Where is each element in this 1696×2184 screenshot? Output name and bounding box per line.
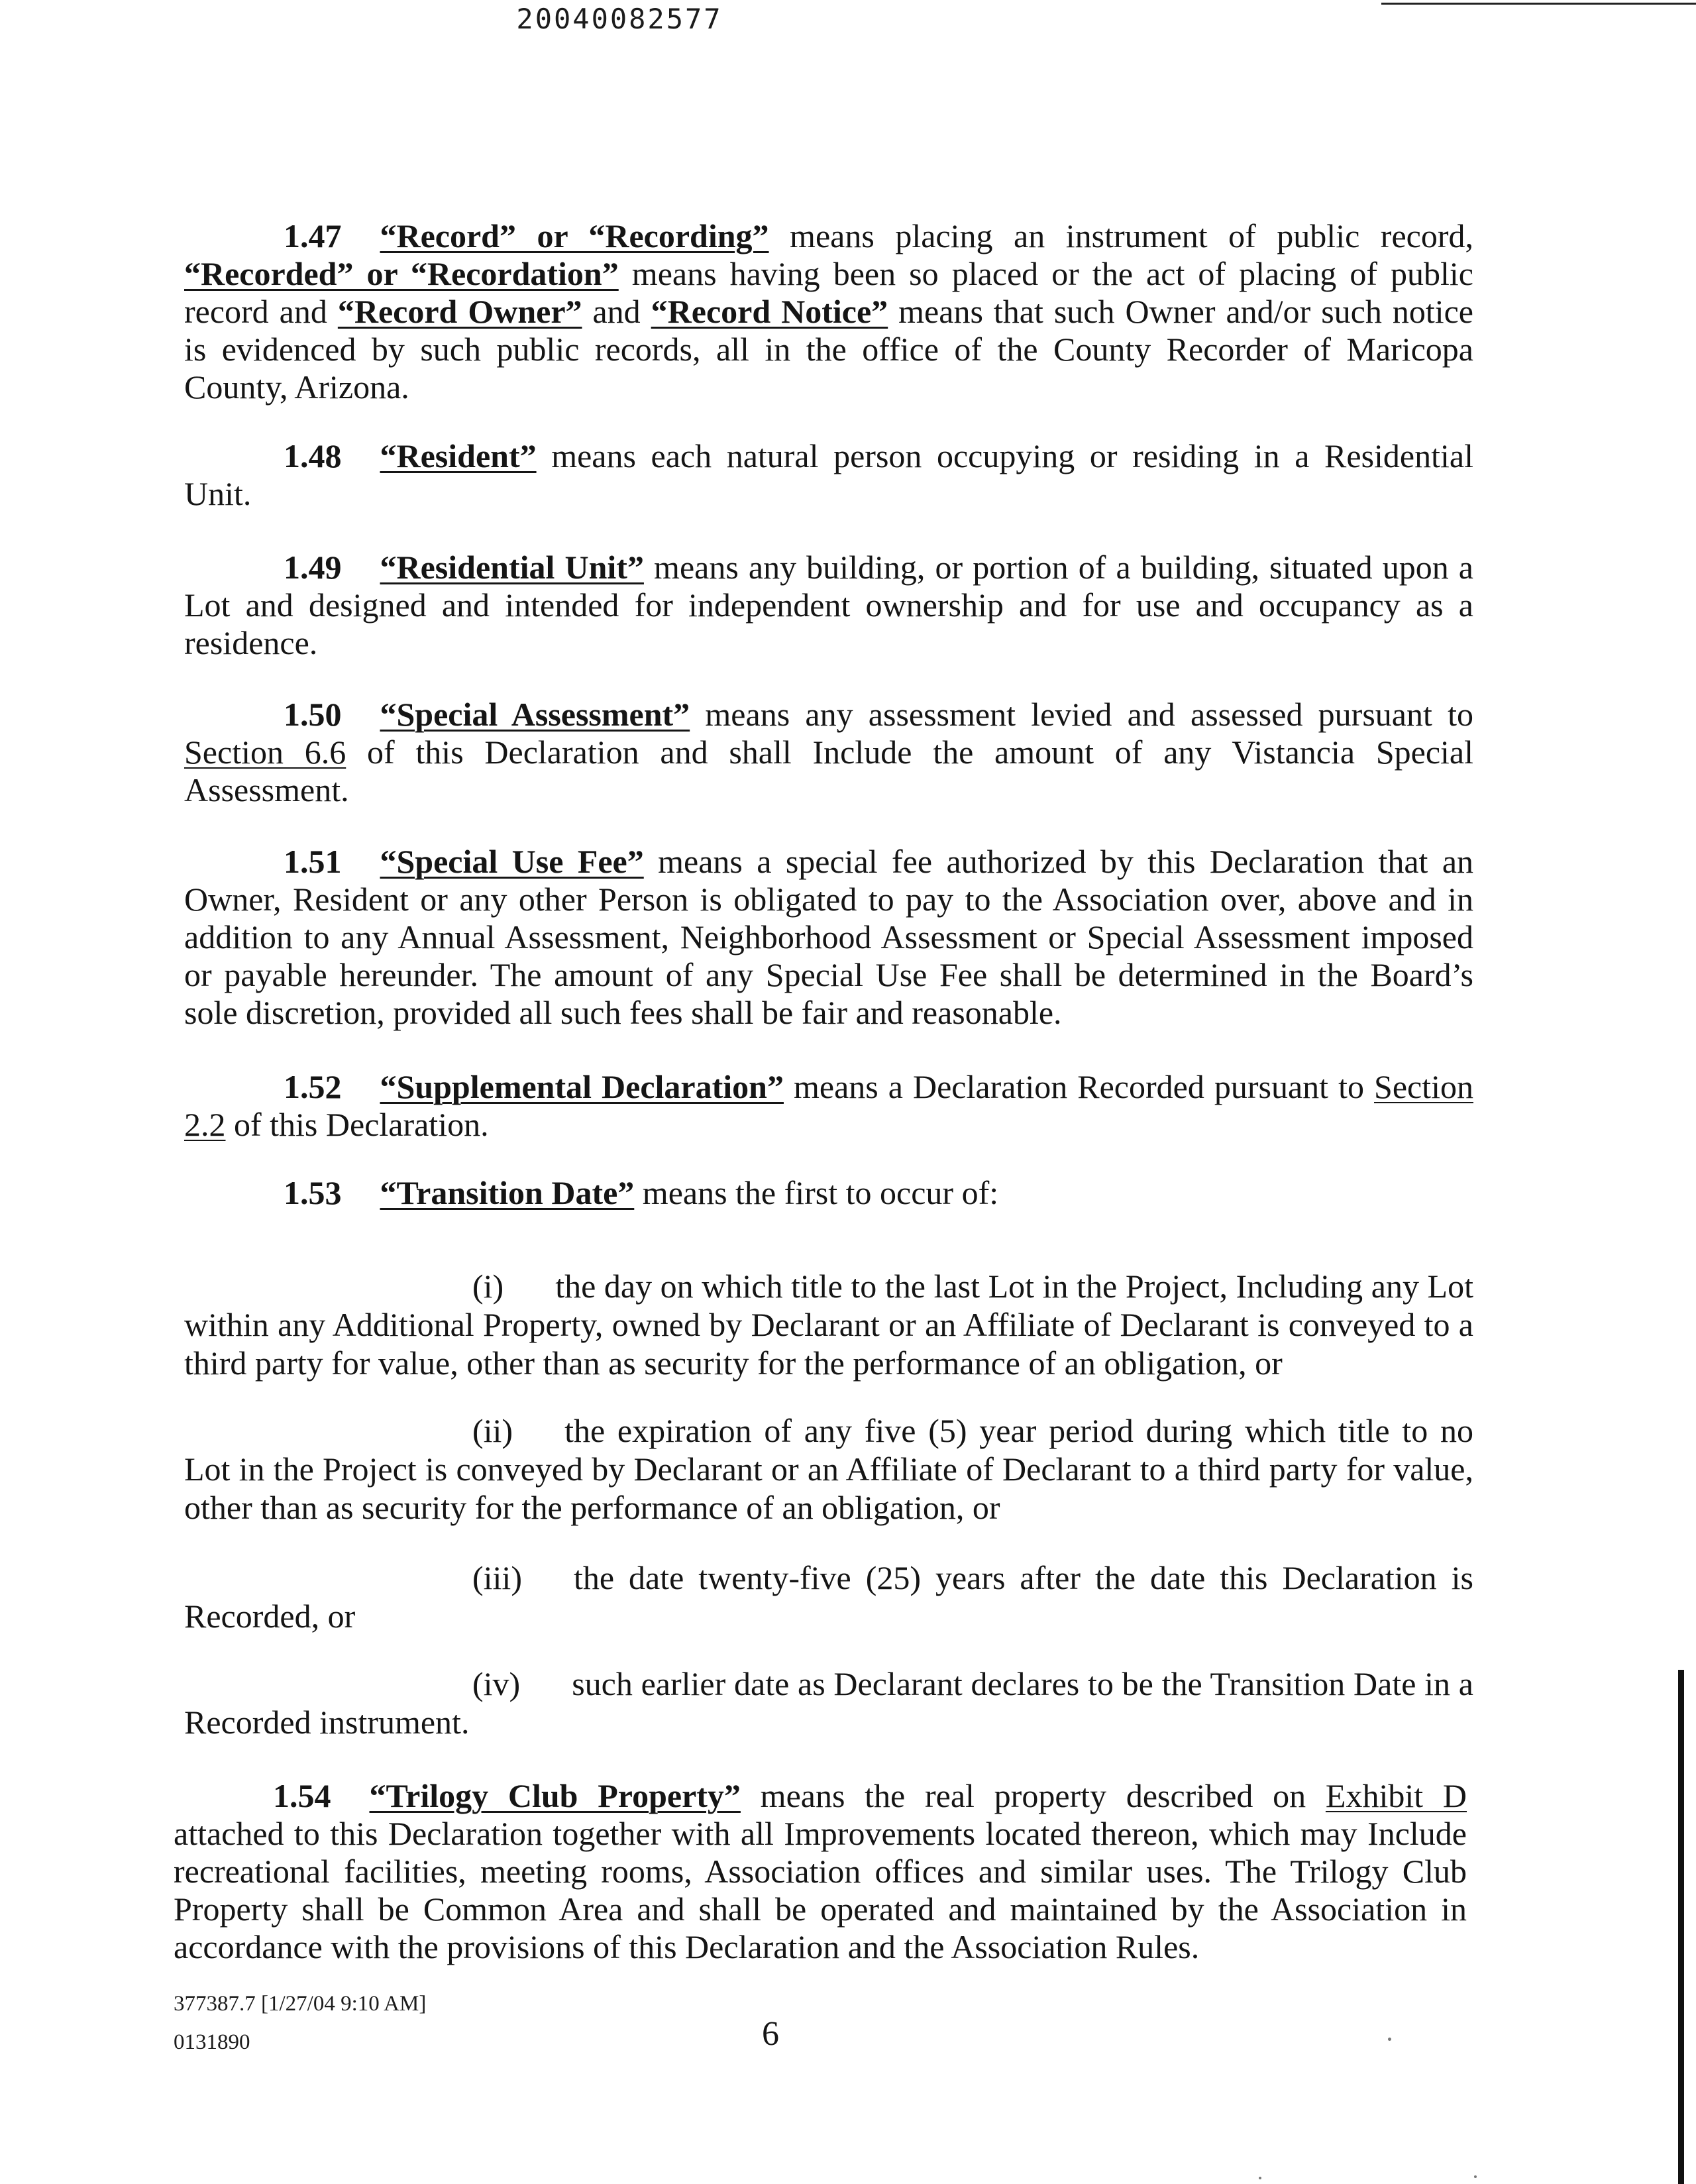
section-number: 1.50 [284, 696, 342, 733]
section-reference: Section 6.6 [184, 734, 346, 771]
section-1-52: 1.52 “Supplemental Declaration” means a Declaration Recorded pursuant to Section 2.2 of this Declaration. [184, 1068, 1473, 1143]
defined-term-transition-date: “Transition Date” [380, 1174, 635, 1211]
defined-term-special-assessment: “Special Assessment” [380, 696, 690, 733]
defined-term-record: “Record” or “Recording” [380, 217, 769, 254]
defined-term-residential-unit: “Residential Unit” [380, 549, 644, 586]
section-1-48: 1.48 “Resident” means each natural person occupying or residing in a Residential Unit. [184, 437, 1473, 512]
section-number: 1.51 [284, 843, 342, 880]
defined-term-supplemental-declaration: “Supplemental Declaration” [380, 1068, 784, 1105]
scan-speck [1388, 2038, 1391, 2041]
client-number: 0131890 [174, 2030, 250, 2054]
scan-edge-line [1381, 3, 1696, 5]
section-number: 1.52 [284, 1068, 342, 1105]
section-number: 1.48 [284, 437, 342, 474]
section-number: 1.54 [273, 1777, 331, 1814]
section-1-53: 1.53 “Transition Date” means the first to occur of: [284, 1174, 999, 1211]
defined-term-trilogy-club-property: “Trilogy Club Property” [369, 1777, 741, 1814]
defined-term-record-owner: “Record Owner” [337, 293, 582, 330]
item-label: (iv) [472, 1665, 521, 1702]
section-reference: Section 2.2 [184, 1068, 1473, 1143]
doc-ref: 377387.7 [1/27/04 9:10 AM] [174, 1992, 427, 2016]
page-number: 6 [762, 2015, 779, 2053]
footer-ids [174, 1985, 426, 2061]
item-label: (iii) [472, 1559, 522, 1596]
defined-term-record-notice: “Record Notice” [651, 293, 888, 330]
transition-item-ii: (ii) the expiration of any five (5) year period during which title to no Lot in the Project is conveyed by Declarant or an Affiliate of Declarant to a third party for value, other than as security for the performance of an obligation, or [184, 1412, 1473, 1526]
document-number: 20040082577 [516, 3, 723, 35]
section-1-47: 1.47 “Record” or “Recording” means placing an instrument of public record, “Recorded” or “Recordation” means having been so placed or the act of placing of public record and “Record Owner” and “Record Notice” means that such Owner and/or such notice is evidenced by such public records, all in the office of the County Recorder of Maricopa County, Arizona. [184, 217, 1474, 406]
scan-edge-bar [1678, 1670, 1684, 2184]
section-number: 1.49 [284, 549, 342, 586]
section-1-54: 1.54 “Trilogy Club Property” means the real property described on Exhibit D attached to this Declaration together with all Improvements located thereon, which may Include recreational facilities, meeting rooms, Association offices and similar uses. The Trilogy Club Property shall be Common Area and shall be operated and maintained by the Association in accordance with the provisions of this Declaration and the Association Rules. [174, 1777, 1467, 1965]
transition-item-iii: (iii) the date twenty-five (25) years after the date this Declaration is Recorded, or [184, 1559, 1473, 1635]
scan-speck [1259, 2177, 1261, 2179]
defined-term-recorded: “Recorded” or “Recordation” [184, 255, 619, 292]
transition-item-iv: (iv) such earlier date as Declarant declares to be the Transition Date in a Recorded instrument. [184, 1665, 1473, 1741]
item-label: (i) [472, 1268, 504, 1305]
transition-item-i: (i) the day on which title to the last Lot in the Project, Including any Lot within any Additional Property, owned by Declarant or an Affiliate of Declarant is conveyed to a third party for value, other than as security for the performance of an obligation, or [184, 1268, 1473, 1382]
defined-term-resident: “Resident” [380, 437, 537, 474]
defined-term-special-use-fee: “Special Use Fee” [380, 843, 644, 880]
exhibit-reference: Exhibit D [1325, 1777, 1467, 1814]
section-1-51: 1.51 “Special Use Fee” means a special fee authorized by this Declaration that an Owner, Resident or any other Person is obligated to pay to the Association over, above and in addition to any Annual Assessment, Neighborhood Assessment or Special Assessment imposed or payable hereunder. The amount of any Special Use Fee shall be determined in the Board’s sole discretion, provided all such fees shall be fair and reasonable. [184, 843, 1474, 1031]
section-1-50: 1.50 “Special Assessment” means any assessment levied and assessed pursuant to Section 6.6 of this Declaration and shall Include the amount of any Vistancia Special Assessment. [184, 696, 1473, 808]
section-number: 1.47 [284, 217, 342, 254]
item-label: (ii) [472, 1412, 513, 1449]
section-number: 1.53 [284, 1174, 342, 1211]
scan-speck [1474, 2175, 1477, 2178]
section-1-49: 1.49 “Residential Unit” means any building, or portion of a building, situated upon a Lot and designed and intended for independent ownership and for use and occupancy as a residence. [184, 549, 1473, 661]
